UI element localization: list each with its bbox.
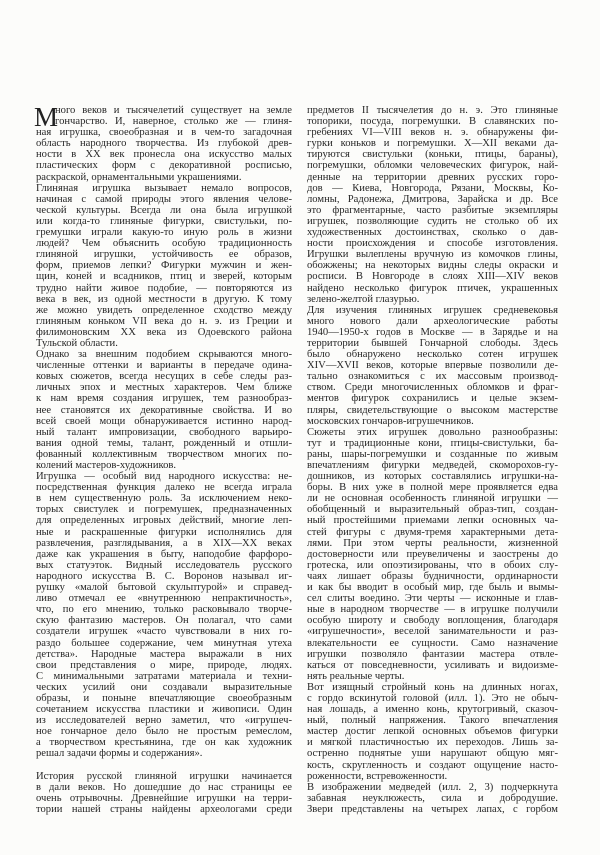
text-line: личных эпох и местных характеров. Чем ближе (36, 382, 292, 394)
text-line: ментов фигурок сохранились и целые экзем- (307, 393, 558, 405)
text-line: зелено-желтой глазурью. (307, 293, 420, 305)
text-line: а творчеством крестьянина, где он как художник (36, 737, 292, 749)
text-line: щин, коней и всадников, птиц и зверей, которым (36, 271, 292, 283)
text-line: обобщенный и выразительный образ-тип, создан- (307, 504, 558, 516)
text-line: XIV—XVII веков, которые впервые позволили де- (307, 360, 558, 372)
text-line: кость, скругленность и создают ощущение насто- (307, 759, 558, 771)
text-line: ломны, Радонежа, Дмитрова, Зарайска и др. Все (307, 193, 558, 205)
text-line: территории бывшей Гончарной слободы. Здесь (307, 337, 558, 349)
text-line: влекательности ее сущности. Само назначение (307, 637, 558, 649)
paragraph (307, 682, 558, 782)
text-line: забавная неуклюжесть, сила и добродушие. (307, 792, 558, 804)
text-line: особую широту и свободу воплощения, благодаря (307, 615, 558, 627)
text-line: торых свистулек и погремушек, предназначенных (36, 504, 292, 516)
text-line: мастер достиг лепкой основных объемов фигурки (307, 726, 558, 738)
text-line: вых статуэток. Видный исследователь русского (36, 559, 292, 571)
text-line: роженности, встревоженности. (307, 770, 448, 782)
text-line: ная игрушка, своеобразная и в чем-то загадочная (36, 127, 292, 139)
text-line: чаях лишает образы будничности, ординарности (307, 570, 558, 582)
text-line: ковых сюжетов, всегда несущих в себе следы раз- (36, 371, 292, 383)
text-line: Однако за внешним подобием скрываются много- (36, 349, 292, 361)
text-line: развлечения, разглядывания, а в XIX—XX веках (36, 537, 292, 549)
text-line: раны, шары-погремушки и созданные по живым (307, 448, 558, 460)
text-line: остренно поднятые уши нарушают общую мяг- (307, 748, 558, 760)
text-line: начиная с самой природы этого явления челове- (36, 193, 292, 205)
text-line: ный талант импровизации, свободного варьиро- (36, 426, 292, 438)
paragraph (307, 305, 558, 427)
text-line: дошников, из которых составлялись игрушки-на- (307, 471, 558, 483)
text-line: гурки коньков и погремушки. X—XII веками да- (307, 138, 558, 150)
drop-cap: М (34, 102, 59, 132)
text-line: История русской глиняной игрушки начинается (36, 770, 292, 782)
text-line: народного искусства В. С. Воронов называл иг- (36, 570, 292, 582)
text-line: к нам время создания игрушек, тем разнообраз- (36, 393, 292, 405)
text-line: ности в XX век пронесла она искусство малых (36, 149, 292, 161)
text-line: Для изучения глиняных игрушек средневековья (307, 304, 558, 316)
text-line: В изображении медведей (илл. 2, 3) подчеркнута (307, 781, 558, 793)
text-line: тально ознакомиться с их массовым производ- (307, 371, 558, 383)
text-line: свои представления о мире, природе, людях. (36, 659, 292, 671)
text-line: что, по его мнению, только расковывало творче- (36, 604, 292, 616)
text-line: впечатлениям фигурки медведей, скоморохов-гу- (307, 460, 558, 471)
text-line: всей своей мощи обнаруживается истинно народ- (36, 415, 292, 427)
right-text-column (307, 105, 558, 815)
text-line: глиняной игрушки, устойчивость ее образов, (36, 249, 292, 261)
text-line: людей? Чем объяснить особую традиционность (36, 238, 292, 250)
text-line: сочетанием искусства пластики и живописи. Один (36, 704, 292, 716)
text-line: художественных достоинствах, сколько о дав- (307, 227, 558, 239)
text-line: тут и традиционные кони, птицы-свистульки, ба- (307, 437, 558, 449)
text-line: тории нашей страны найдены археологами среди (36, 803, 292, 815)
text-line: Игрушки вылеплены вручную из комочков глины, (307, 249, 558, 261)
text-line: образы, и поныне впечатляющие своеобразным (36, 692, 292, 704)
paragraph (36, 349, 292, 471)
text-line: для определенных игровых действий, многие леп- (36, 515, 292, 527)
text-line: ного веков и тысячелетий существует на земле (55, 105, 292, 116)
text-line: ная лошадь, а именно конь, крутогривый, сказоч- (307, 704, 558, 716)
text-line: сел слиты воедино. Эти черты — исконные и глав- (307, 593, 558, 605)
text-line: ные и раскрашенные фигурки исполнялись для (36, 526, 292, 538)
text-line: дов — Киева, Новгорода, Рязани, Москвы, Ко- (307, 182, 558, 194)
text-line: посредственная функция далеко не всегда играла (36, 482, 292, 494)
text-line: детства». Народные мастера выражали в них (36, 648, 292, 660)
text-line: гремушки играли какую-то иную роль в жизни (36, 227, 292, 239)
text-line: ливо отмечал ее «внутреннюю непрактичность», (36, 593, 292, 605)
text-line: очень отрывочны. Древнейшие игрушки на терри- (36, 792, 292, 804)
text-line: найдено несколько фигурок птичек, украшенных (307, 282, 558, 294)
text-line: раздо большее содержание, чем минутная утеха (36, 637, 292, 649)
text-line: века в век, из одной местности в другую. К тому (36, 293, 292, 305)
text-line: тируются свистульки (коньки, птицы, бараны), (307, 149, 558, 161)
text-line: ческой культуры. Всегда ли она была игрушкой (36, 204, 292, 216)
text-line: и мягкой пластичностью их переходов. Лишь за- (307, 737, 558, 749)
text-line: скую фантазию мастеров. Он полагал, что сами (36, 615, 292, 627)
text-line: стей фигуры с двумя-тремя характерными дета- (307, 526, 558, 538)
text-line: топорики, посуда, погремушки. В славянских по- (307, 116, 558, 128)
text-line: нее становятся их декоративные свойства. И во (36, 404, 292, 416)
left-text-column (34, 102, 292, 815)
text-line: «игрушечности», веселой занимательности и раз- (307, 626, 558, 638)
text-line: игрушки позволяло фантазии мастера отвле- (307, 648, 558, 660)
text-line: же можно увидеть определенное сходство между (36, 304, 292, 316)
text-line: с гордо вскинутой головой (илл. 1). Это не обыч- (307, 692, 558, 704)
text-line: создатели игрушек «часто чувствовали в них го- (36, 626, 292, 638)
text-line: раскраской, орнаментальными украшениями. (36, 171, 242, 183)
text-line: боры. В них уже в полной мере проявляется едва (307, 482, 558, 494)
text-line: пляры, свидетельствующие о высоком мастерстве (307, 404, 558, 416)
text-line: ности происхождения и способе изготовления. (307, 238, 558, 250)
text-line: трудно найти живое подобие, — повторяются из (36, 282, 292, 294)
text-line: ный простейшими приемами лепки основных ча- (307, 515, 558, 527)
text-line: ческих усилий они создавали выразительные (36, 681, 292, 693)
text-line: ные в народном творчестве — в игрушке получили (307, 604, 558, 616)
text-line: игрушек, позволяющие судить не столько об их (307, 215, 558, 227)
text-line: Звери представлены на четырех лапах, с горбом (307, 803, 558, 815)
text-line: рушку «малой бытовой скульптурой» и справед- (36, 582, 292, 594)
text-line: филимоновским XX века из Одоевского района (36, 326, 292, 338)
text-line: или когда-то глиняные фигурки, свистульки, по- (36, 215, 292, 227)
text-line: вания одной темы, талант, рожденный и отшли- (36, 437, 292, 449)
text-line: Сюжеты этих игрушек довольно разнообразны: (307, 426, 558, 438)
text-line: в дали веков. Но дошедшие до нас страницы ее (36, 781, 292, 793)
text-line: Тульской области. (36, 337, 118, 349)
text-line: из исследователей верно заметил, что «игрушеч- (36, 715, 292, 727)
text-line: глиняным коньком VII века до н. э. из Греции и (36, 315, 292, 327)
paragraph (307, 782, 558, 815)
paragraph (34, 102, 292, 183)
text-line: пластических форм с декоративной росписью, (36, 160, 292, 172)
text-line: московских гончаров-игрушечников. (307, 415, 474, 427)
paragraph (307, 427, 558, 682)
text-line: 1940—1950-х годов в Москве — в Зарядье и на (307, 326, 558, 338)
text-line: область народного творчества. Из глубокой древ- (36, 138, 292, 150)
text-line: предметов II тысячелетия до н. э. Это глиняные (307, 105, 558, 116)
text-line: колений мастеров-художников. (36, 460, 177, 471)
text-line: погремушки, обломки человеческих фигурок, най- (307, 160, 558, 172)
paragraph (36, 471, 292, 759)
paragraph (36, 183, 292, 349)
text-line: С минимальными затратами материала и техни- (36, 670, 292, 682)
text-line: нять реальные черты. (307, 670, 405, 682)
text-line: решал задачи формы и содержания». (36, 748, 203, 760)
text-line: Игрушка — особый вид народного искусства: не- (36, 471, 292, 483)
text-line: это фрагментарные, часто разбитые экземпляры (307, 204, 558, 216)
text-line: росписи. В Новгороде в слоях XIII—XIV веков (307, 271, 558, 283)
text-line: Глиняная игрушка вызывает немало вопросов, (36, 182, 292, 194)
text-line: форм, приемов лепки? Фигурки мужчин и жен- (36, 260, 292, 272)
paragraph (307, 105, 558, 305)
text-line: и как бы вводит в особый мир, где быль и вымы- (307, 582, 558, 594)
text-line: было обнаружено несколько сотен игрушек (307, 349, 558, 361)
text-line: фованный коллективным творчеством многих по- (36, 448, 292, 460)
text-line: гротеска, или опоэтизированы, что в обоих слу- (307, 559, 558, 571)
text-line: ный, полный напряжения. Такого впечатления (307, 715, 558, 727)
text-line: много нового дали археологические работы (307, 315, 558, 327)
text-line: денные на территории древних русских горо- (307, 171, 558, 183)
text-line: обожжены; на некоторых видны следы окраски и (307, 260, 558, 272)
paragraph (36, 771, 292, 815)
text-line: Вот изящный стройный конь на длинных ногах, (307, 681, 558, 693)
text-line: гончарство. И, наверное, столько же — глиня- (55, 116, 292, 128)
text-line: численные оттенки и варианты в передаче одина- (36, 360, 292, 372)
text-line: лями. При этом черты реальности, жизненной (307, 537, 558, 549)
text-line: даже как украшения в быту, наподобие фарфоро- (36, 548, 292, 560)
paragraph-gap (36, 760, 292, 771)
text-line: ное гончарное дело было не простым ремеслом, (36, 726, 292, 738)
text-line: достоверности или преувеличены и заострены до (307, 548, 558, 560)
text-line: каться от повседневности, усиливать и видоизме- (307, 659, 558, 671)
text-line: ством. Среди многочисленных обломков и фраг- (307, 382, 558, 394)
text-line: гребениях VI—VIII веков н. э. обнаружены фи- (307, 127, 558, 139)
text-line: ли не основная особенность глиняной игрушки — (307, 493, 558, 505)
text-line: в нем существенную роль. За исключением неко- (36, 493, 292, 505)
